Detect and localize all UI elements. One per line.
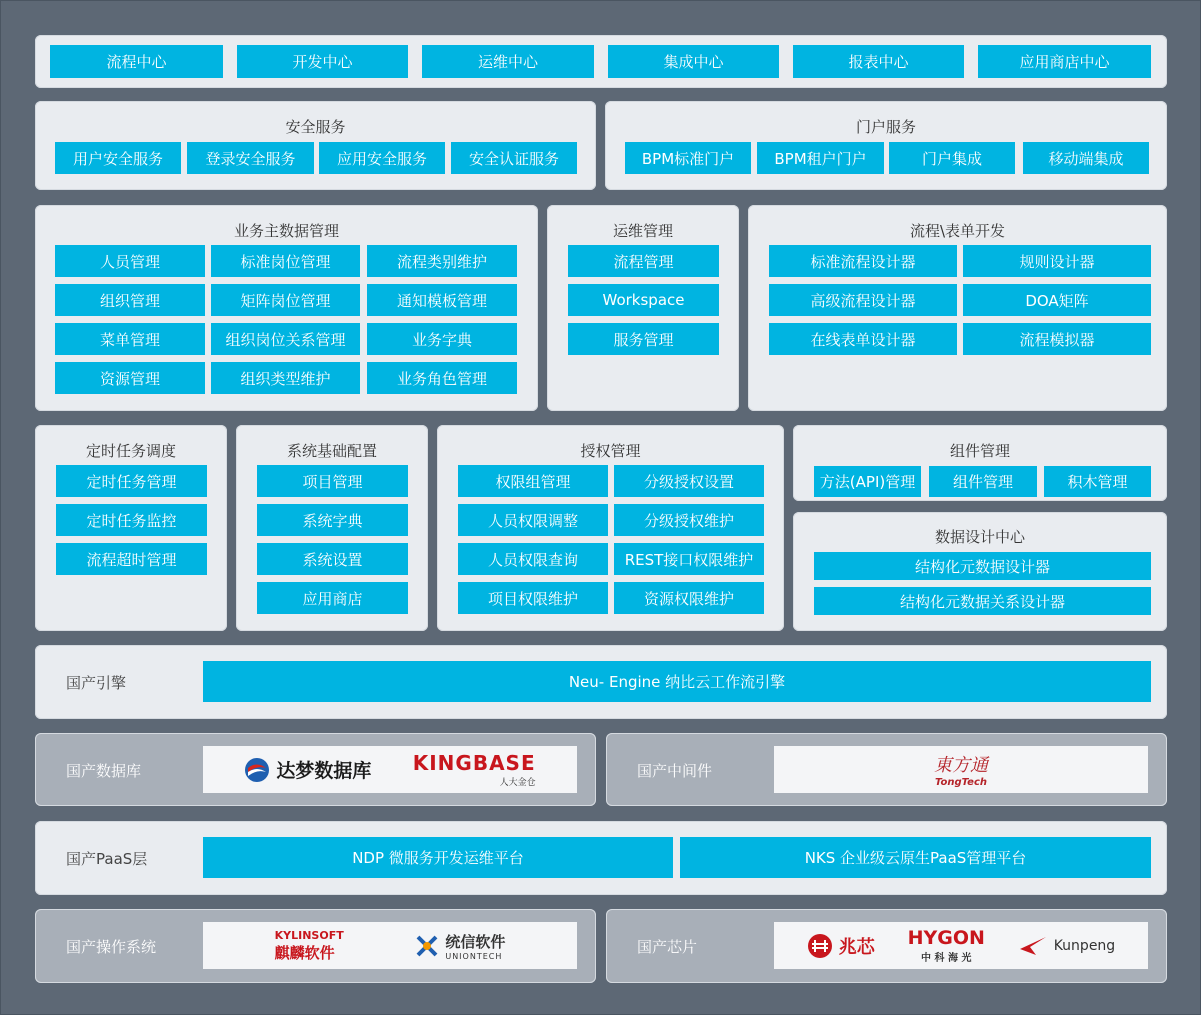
components-item: 积木管理 (1044, 466, 1151, 497)
auth-item: 权限组管理 (458, 465, 608, 497)
auth-title: 授权管理 (580, 442, 641, 460)
middleware-panel (606, 733, 1167, 806)
components-item: 方法(API)管理 (814, 466, 921, 497)
uniontech-logo (415, 931, 505, 961)
auth-item: 资源权限维护 (614, 582, 764, 614)
nav-dev-center: 开发中心 (237, 45, 408, 78)
sysconfig-item: 系统字典 (257, 504, 408, 536)
security-item: 登录安全服务 (187, 142, 314, 174)
engine-label: 国产引擎 (66, 674, 127, 692)
flow-dev-item: 规则设计器 (963, 245, 1151, 277)
tongtech-logo-sub: TongTech (934, 777, 988, 788)
ops-title: 运维管理 (612, 222, 673, 240)
sysconfig-panel (236, 425, 428, 631)
top-nav-panel (35, 35, 1167, 88)
data-design-item: 结构化元数据关系设计器 (814, 587, 1151, 615)
master-data-item: 业务字典 (367, 323, 517, 355)
flow-dev-panel (748, 205, 1167, 411)
master-data-item: 标准岗位管理 (211, 245, 360, 277)
dameng-logo-text: 达梦数据库 (276, 760, 372, 782)
sysconfig-title: 系统基础配置 (286, 442, 377, 460)
engine-bar: Neu- Engine 纳比云工作流引擎 (203, 661, 1151, 702)
middleware-label: 国产中间件 (637, 762, 713, 780)
os-panel (35, 909, 596, 983)
hygon-logo-sub: 中 科 海 光 (921, 953, 972, 964)
scheduler-title: 定时任务调度 (85, 442, 176, 460)
master-data-item: 人员管理 (55, 245, 205, 277)
portal-item: BPM标准门户 (625, 142, 751, 174)
portal-item: 门户集成 (889, 142, 1015, 174)
os-label: 国产操作系统 (66, 938, 157, 956)
sysconfig-item: 项目管理 (257, 465, 408, 497)
portal-item: BPM租户门户 (757, 142, 884, 174)
kylinsoft-logo (275, 929, 344, 963)
chip-label: 国产芯片 (637, 938, 698, 956)
tongtech-logo (934, 751, 988, 788)
master-data-item: 通知模板管理 (367, 284, 517, 316)
ops-item: 流程管理 (568, 245, 719, 277)
uniontech-logo-sub: UNIONTECH (445, 951, 503, 961)
sysconfig-item: 系统设置 (257, 543, 408, 575)
security-item: 安全认证服务 (451, 142, 577, 174)
database-panel (35, 733, 596, 806)
ops-panel (547, 205, 739, 411)
master-data-item: 组织管理 (55, 284, 205, 316)
scheduler-item: 流程超时管理 (56, 543, 207, 575)
nav-ops-center: 运维中心 (422, 45, 594, 78)
flow-dev-title: 流程\表单开发 (909, 222, 1006, 240)
zhaoxin-logo (807, 933, 875, 959)
nav-integration-center: 集成中心 (608, 45, 779, 78)
master-data-item: 业务角色管理 (367, 362, 517, 394)
kingbase-logo-sub: 人大金仓 (499, 778, 536, 788)
kunpeng-logo-text: Kunpeng (1053, 937, 1116, 954)
flow-dev-item: DOA矩阵 (963, 284, 1151, 316)
flow-dev-item: 标准流程设计器 (769, 245, 957, 277)
sysconfig-item: 应用商店 (257, 582, 408, 614)
chip-panel (606, 909, 1167, 983)
master-data-item: 菜单管理 (55, 323, 205, 355)
nav-report-center: 报表中心 (793, 45, 964, 78)
flow-dev-item: 在线表单设计器 (769, 323, 957, 355)
hygon-logo (908, 927, 985, 964)
master-data-item: 资源管理 (55, 362, 205, 394)
flow-dev-item: 高级流程设计器 (769, 284, 957, 316)
data-design-item: 结构化元数据设计器 (814, 552, 1151, 580)
scheduler-item: 定时任务管理 (56, 465, 207, 497)
components-item: 组件管理 (929, 466, 1037, 497)
auth-item: 人员权限查询 (458, 543, 608, 575)
os-logos (203, 922, 577, 969)
dameng-logo (244, 756, 371, 783)
data-design-panel (793, 512, 1167, 631)
kingbase-logo-text: KINGBASE (412, 751, 536, 775)
ops-item: Workspace (568, 284, 719, 316)
auth-panel (437, 425, 784, 631)
middleware-logos (774, 746, 1148, 793)
nav-app-store-center: 应用商店中心 (978, 45, 1151, 78)
components-panel (793, 425, 1167, 501)
paas-item: NKS 企业级云原生PaaS管理平台 (680, 837, 1151, 878)
flow-dev-item: 流程模拟器 (963, 323, 1151, 355)
kingbase-logo (413, 751, 536, 788)
dameng-icon (244, 757, 270, 783)
zhaoxin-icon (807, 933, 833, 959)
data-design-title: 数据设计中心 (934, 528, 1025, 546)
master-data-item: 流程类别维护 (367, 245, 517, 277)
security-title: 安全服务 (285, 118, 346, 136)
chip-logos (774, 922, 1148, 969)
engine-panel (35, 645, 1167, 719)
scheduler-item: 定时任务监控 (56, 504, 207, 536)
database-label: 国产数据库 (66, 762, 142, 780)
paas-item: NDP 微服务开发运维平台 (203, 837, 673, 878)
components-title: 组件管理 (949, 442, 1010, 460)
auth-item: 项目权限维护 (458, 582, 608, 614)
kunpeng-icon (1018, 935, 1048, 957)
kylinsoft-logo-sub: 麒麟软件 (274, 943, 335, 962)
master-data-item: 组织岗位关系管理 (211, 323, 360, 355)
paas-panel (35, 821, 1167, 895)
master-data-title: 业务主数据管理 (233, 222, 339, 240)
master-data-item: 组织类型维护 (211, 362, 360, 394)
ops-item: 服务管理 (568, 323, 719, 355)
master-data-item: 矩阵岗位管理 (211, 284, 360, 316)
security-item: 应用安全服务 (319, 142, 445, 174)
kylinsoft-logo-text: KYLINSOFT (274, 928, 344, 942)
master-data-panel (35, 205, 538, 411)
uniontech-icon (415, 934, 439, 958)
security-item: 用户安全服务 (55, 142, 181, 174)
hygon-logo-text: HYGON (907, 927, 985, 949)
tongtech-logo-text: 東方通 (934, 755, 988, 776)
auth-item: 人员权限调整 (458, 504, 608, 536)
paas-label: 国产PaaS层 (66, 850, 148, 868)
scheduler-panel (35, 425, 227, 631)
auth-item: 分级授权维护 (614, 504, 764, 536)
auth-item: 分级授权设置 (614, 465, 764, 497)
kunpeng-logo (1018, 935, 1116, 957)
uniontech-logo-text: 统信软件 (445, 932, 506, 951)
auth-item: REST接口权限维护 (614, 543, 764, 575)
portal-item: 移动端集成 (1023, 142, 1149, 174)
security-panel (35, 101, 596, 190)
portal-panel (605, 101, 1167, 190)
zhaoxin-logo-text: 兆芯 (838, 936, 875, 958)
portal-title: 门户服务 (855, 118, 916, 136)
database-logos (203, 746, 577, 793)
nav-process-center: 流程中心 (50, 45, 223, 78)
